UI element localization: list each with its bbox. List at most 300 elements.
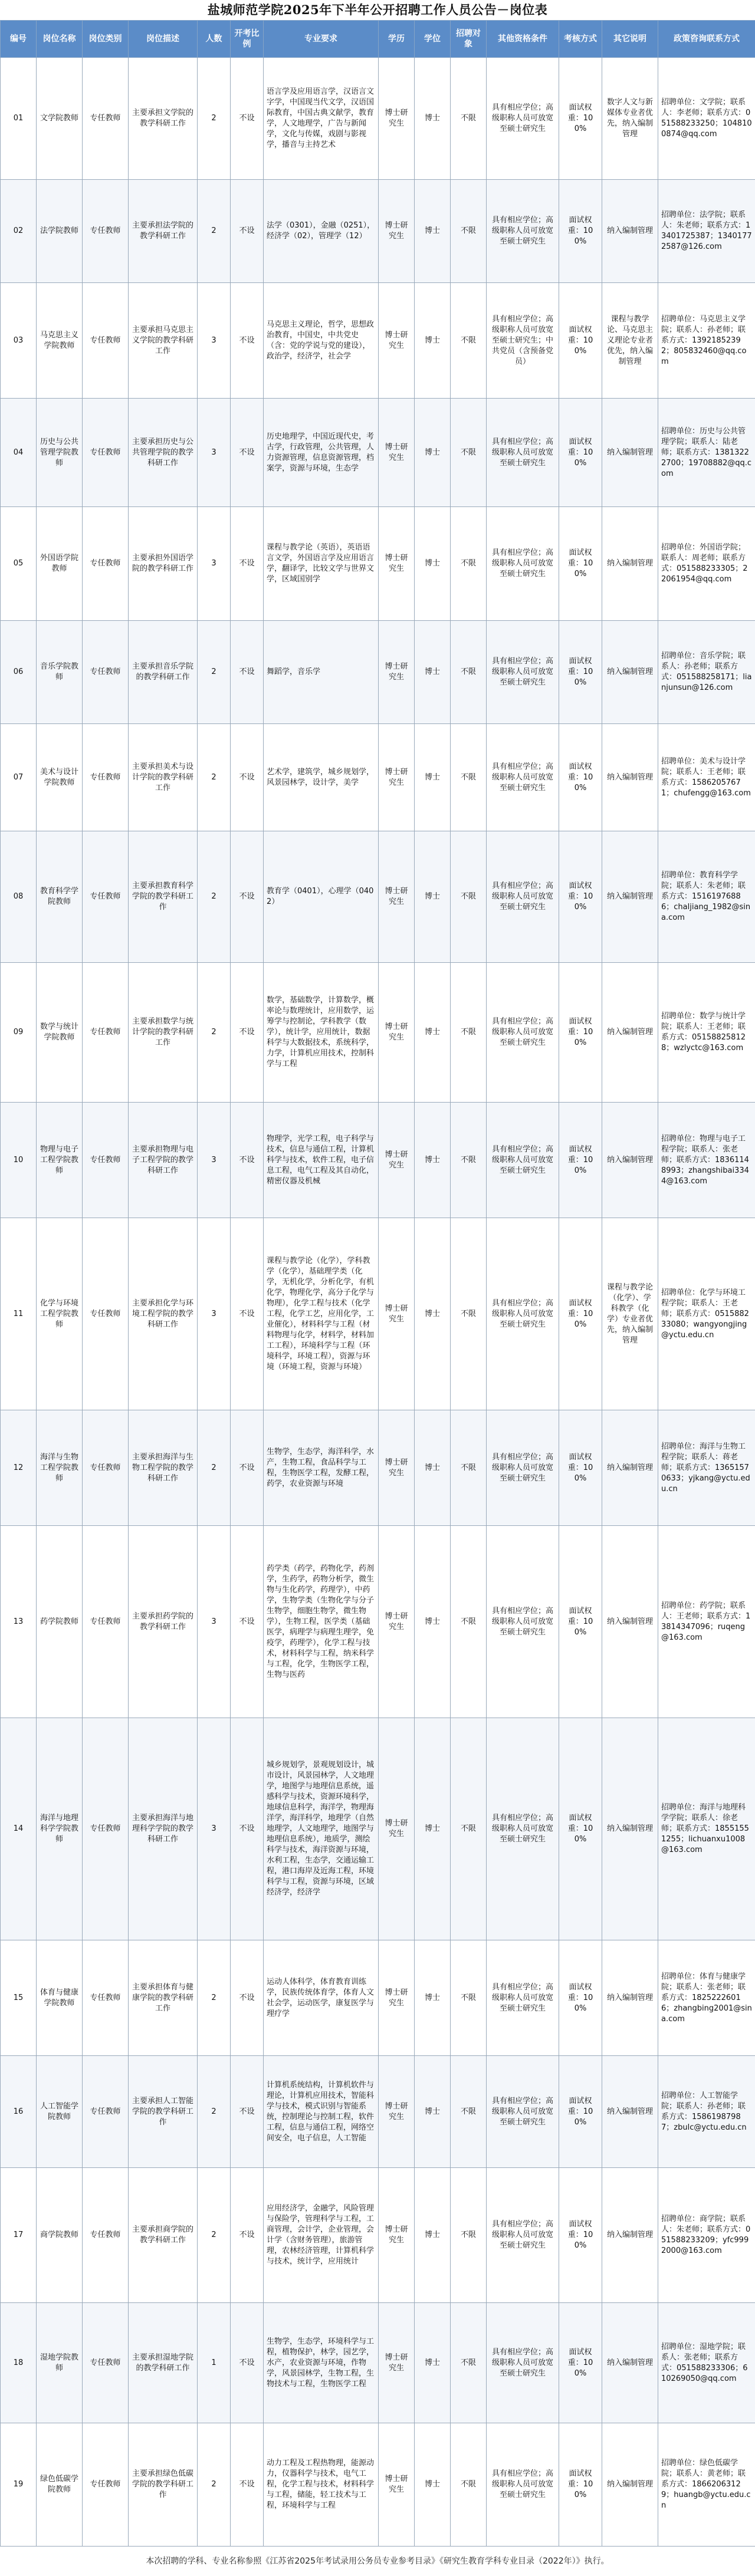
cell-description: 主要承担物理与电子工程学院的教学科研工作 [129,1103,198,1218]
cell-degree: 博士 [415,1103,451,1218]
cell-id: 11 [1,1218,37,1410]
cell-headcount: 2 [198,2423,231,2547]
cell-major-requirements: 舞蹈学，音乐学 [264,621,379,724]
cell-assessment-method: 面试权重：100% [559,507,602,621]
cell-major-requirements: 运动人体科学，体育教育训练学，民族传统体育学，体育人文社会学，运动医学，康复医学与理疗学 [264,1940,379,2056]
cell-degree: 博士 [415,1718,451,1940]
cell-headcount: 3 [198,1526,231,1718]
cell-description: 主要承担教育科学学院的教学科研工作 [129,831,198,963]
cell-education: 博士研究生 [379,2423,415,2547]
cell-position-name: 商学院教师 [37,2168,83,2303]
table-row [1,507,755,621]
cell-other-notes: 纳入编制管理 [602,2423,658,2547]
cell-id: 01 [1,58,37,180]
cell-position-name: 人工智能学院教师 [37,2056,83,2168]
column-header: 编号 [1,21,37,58]
cell-other-notes: 数字人文与新媒体专业者优先，纳入编制管理 [602,58,658,180]
cell-education: 博士研究生 [379,1103,415,1218]
cell-other-notes: 纳入编制管理 [602,2168,658,2303]
cell-description: 主要承担法学院的教学科研工作 [129,180,198,283]
cell-exam-ratio: 不设 [231,180,264,283]
cell-recruitment-target: 不限 [451,1526,487,1718]
cell-id: 09 [1,963,37,1103]
cell-major-requirements: 城乡规划学，景观规划设计，城市设计，风景园林学，人文地理学，地图学与地理信息系统，遥感科学与技术，资源环境科学，地球信息科学，海洋学，物理海洋学，海洋科学，地理学（自然地理学，人文地理学，地图学与地理信息系统），地质学，测绘科学与技术，海洋资源与环境，水利工程，生态学，交通运输工程，港口海岸及近海工程，环境科学与工程，资源与环境，区域经济学，经济学 [264,1718,379,1940]
cell-exam-ratio: 不设 [231,507,264,621]
cell-other-qualifications: 具有相应学位；高级职称人员可放宽至硕士研究生 [487,180,559,283]
cell-major-requirements: 法学（0301），金融（0251），经济学（02），管理学（12） [264,180,379,283]
cell-degree: 博士 [415,507,451,621]
cell-position-category: 专任教师 [83,399,129,507]
cell-assessment-method: 面试权重：100% [559,1103,602,1218]
cell-education: 博士研究生 [379,180,415,283]
cell-other-qualifications: 具有相应学位；高级职称人员可放宽至硕士研究生 [487,1218,559,1410]
cell-education: 博士研究生 [379,724,415,831]
cell-id: 04 [1,399,37,507]
table-row [1,2423,755,2547]
cell-contact: 招聘单位：药学院；联系人：王老师；联系方式：13814347096；ruqeng@163.com [658,1526,755,1718]
cell-recruitment-target: 不限 [451,963,487,1103]
cell-assessment-method: 面试权重：100% [559,1526,602,1718]
cell-other-notes: 纳入编制管理 [602,399,658,507]
cell-other-notes: 纳入编制管理 [602,507,658,621]
cell-recruitment-target: 不限 [451,2303,487,2423]
cell-recruitment-target: 不限 [451,1718,487,1940]
column-header: 其他资格条件 [487,21,559,58]
cell-contact: 招聘单位：海洋与生物工程学院；联系人：蒋老师；联系方式：13651570633；yjkang@yctu.edu.cn [658,1410,755,1526]
cell-education: 博士研究生 [379,963,415,1103]
cell-assessment-method: 面试权重：100% [559,724,602,831]
cell-other-notes: 纳入编制管理 [602,180,658,283]
cell-position-category: 专任教师 [83,1218,129,1410]
column-header: 学位 [415,21,451,58]
cell-other-qualifications: 具有相应学位；高级职称人员可放宽至硕士研究生 [487,621,559,724]
cell-degree: 博士 [415,831,451,963]
cell-degree: 博士 [415,724,451,831]
cell-position-category: 专任教师 [83,2168,129,2303]
cell-other-qualifications: 具有相应学位；高级职称人员可放宽至硕士研究生 [487,1526,559,1718]
cell-assessment-method: 面试权重：100% [559,1410,602,1526]
cell-exam-ratio: 不设 [231,724,264,831]
cell-exam-ratio: 不设 [231,1218,264,1410]
cell-description: 主要承担人工智能学院的教学科研工作 [129,2056,198,2168]
cell-id: 17 [1,2168,37,2303]
cell-id: 06 [1,621,37,724]
cell-description: 主要承担体育与健康学院的教学科研工作 [129,1940,198,2056]
cell-degree: 博士 [415,2056,451,2168]
cell-other-qualifications: 具有相应学位；高级职称人员可放宽至硕士研究生 [487,2168,559,2303]
cell-assessment-method: 面试权重：100% [559,963,602,1103]
cell-other-notes: 课程与教学论（化学）、学科教学（化学）专业者优先，纳入编制管理 [602,1218,658,1410]
cell-other-notes: 纳入编制管理 [602,963,658,1103]
cell-education: 博士研究生 [379,1940,415,2056]
cell-id: 10 [1,1103,37,1218]
cell-other-notes: 课程与教学论、马克思主义理论专业者优先，纳入编制管理 [602,283,658,399]
cell-headcount: 3 [198,507,231,621]
cell-exam-ratio: 不设 [231,2168,264,2303]
table-body [1,58,755,2547]
cell-other-qualifications: 具有相应学位；高级职称人员可放宽至硕士研究生 [487,2423,559,2547]
cell-assessment-method: 面试权重：100% [559,2303,602,2423]
cell-other-notes: 纳入编制管理 [602,1103,658,1218]
cell-education: 博士研究生 [379,58,415,180]
cell-assessment-method: 面试权重：100% [559,399,602,507]
cell-contact: 招聘单位：法学院；联系人：朱老师；联系方式：13401725387；13401772587@126.com [658,180,755,283]
cell-position-category: 专任教师 [83,724,129,831]
cell-other-qualifications: 具有相应学位；高级职称人员可放宽至硕士研究生 [487,724,559,831]
cell-degree: 博士 [415,2168,451,2303]
cell-other-notes: 纳入编制管理 [602,724,658,831]
cell-contact: 招聘单位：历史与公共管理学院；联系人：陆老师；联系方式：13813222700；19708882@qq.com [658,399,755,507]
cell-headcount: 3 [198,1218,231,1410]
column-header: 专业要求 [264,21,379,58]
column-header: 开考比例 [231,21,264,58]
cell-other-notes: 纳入编制管理 [602,831,658,963]
table-row [1,399,755,507]
cell-headcount: 2 [198,180,231,283]
cell-other-qualifications: 具有相应学位；高级职称人员可放宽至硕士研究生 [487,2303,559,2423]
cell-major-requirements: 历史地理学，中国近现代史，考古学，行政管理，公共管理，人力资源管理，信息资源管理，档案学，资源与环境，生态学 [264,399,379,507]
footer-note: 本次招聘的学科、专业名称参照《江苏省2025年考试录用公务员专业参考目录》《研究生教育学科专业目录（2022年）》执行。 [146,2557,609,2566]
cell-degree: 博士 [415,1410,451,1526]
cell-degree: 博士 [415,283,451,399]
table-row [1,180,755,283]
cell-headcount: 2 [198,1410,231,1526]
cell-exam-ratio: 不设 [231,2303,264,2423]
table-row [1,1526,755,1718]
cell-exam-ratio: 不设 [231,399,264,507]
cell-headcount: 2 [198,621,231,724]
cell-major-requirements: 应用经济学，金融学，风险管理与保险学，管理科学与工程，工商管理，会计学，企业管理，会计学（含财务管理），旅游管理，农林经济管理，计算机科学与技术，统计学，应用统计 [264,2168,379,2303]
cell-assessment-method: 面试权重：100% [559,1218,602,1410]
column-header: 岗位描述 [129,21,198,58]
column-header: 岗位类别 [83,21,129,58]
cell-recruitment-target: 不限 [451,724,487,831]
cell-position-name: 数学与统计学院教师 [37,963,83,1103]
cell-position-name: 药学院教师 [37,1526,83,1718]
table-row [1,963,755,1103]
cell-recruitment-target: 不限 [451,283,487,399]
cell-recruitment-target: 不限 [451,2168,487,2303]
table-row [1,621,755,724]
cell-education: 博士研究生 [379,831,415,963]
cell-position-name: 海洋与生物工程学院教师 [37,1410,83,1526]
table-row [1,2168,755,2303]
cell-other-notes: 纳入编制管理 [602,1940,658,2056]
cell-other-qualifications: 具有相应学位；高级职称人员可放宽至硕士研究生；中共党员（含预备党员） [487,283,559,399]
cell-exam-ratio: 不设 [231,2423,264,2547]
cell-id: 12 [1,1410,37,1526]
cell-exam-ratio: 不设 [231,1718,264,1940]
cell-major-requirements: 动力工程及工程热物理，能源动力，仪器科学与技术，电气工程，化学工程与技术，材料科学与工程，储能，轻工技术与工程，环境科学与工程 [264,2423,379,2547]
cell-other-qualifications: 具有相应学位；高级职称人员可放宽至硕士研究生 [487,58,559,180]
cell-id: 03 [1,283,37,399]
cell-headcount: 1 [198,2303,231,2423]
cell-assessment-method: 面试权重：100% [559,1718,602,1940]
cell-recruitment-target: 不限 [451,58,487,180]
cell-position-name: 外国语学院教师 [37,507,83,621]
cell-other-qualifications: 具有相应学位；高级职称人员可放宽至硕士研究生 [487,1940,559,2056]
cell-exam-ratio: 不设 [231,1103,264,1218]
cell-contact: 招聘单位：体育与健康学院；联系人：张老师；联系方式：18252226016；zhangbing2001@sina.com [658,1940,755,2056]
cell-position-name: 物理与电子工程学院教师 [37,1103,83,1218]
cell-exam-ratio: 不设 [231,1940,264,2056]
cell-exam-ratio: 不设 [231,283,264,399]
cell-position-name: 美术与设计学院教师 [37,724,83,831]
cell-id: 13 [1,1526,37,1718]
cell-assessment-method: 面试权重：100% [559,283,602,399]
cell-id: 14 [1,1718,37,1940]
cell-position-category: 专任教师 [83,1526,129,1718]
cell-description: 主要承担美术与设计学院的教学科研工作 [129,724,198,831]
cell-position-category: 专任教师 [83,58,129,180]
cell-headcount: 2 [198,2056,231,2168]
cell-contact: 招聘单位：文学院；联系人：李老师；联系方式：051588233250；1048100874@qq.com [658,58,755,180]
cell-contact: 招聘单位：商学院；联系人：朱老师；联系方式：051588233209；yfc9992000@163.com [658,2168,755,2303]
column-header: 其它说明 [602,21,658,58]
cell-degree: 博士 [415,399,451,507]
cell-recruitment-target: 不限 [451,1410,487,1526]
cell-assessment-method: 面试权重：100% [559,2168,602,2303]
cell-position-category: 专任教师 [83,621,129,724]
cell-recruitment-target: 不限 [451,1940,487,2056]
cell-recruitment-target: 不限 [451,507,487,621]
column-header: 考核方式 [559,21,602,58]
cell-major-requirements: 生物学，生态学，海洋科学，水产，生物工程，食品科学与工程，生物医学工程，发酵工程，药学，农业资源与环境 [264,1410,379,1526]
cell-major-requirements: 马克思主义理论，哲学，思想政治教育，中国史，中共党史（含：党的学说与党的建设），政治学，经济学，社会学 [264,283,379,399]
cell-education: 博士研究生 [379,507,415,621]
cell-degree: 博士 [415,58,451,180]
cell-contact: 招聘单位：海洋与地理科学学院；联系人：徐老师；联系方式：18551551255；lichuanxu1008@163.com [658,1718,755,1940]
cell-major-requirements: 艺术学，建筑学，城乡规划学，风景园林学，设计学，美学 [264,724,379,831]
cell-assessment-method: 面试权重：100% [559,180,602,283]
cell-other-qualifications: 具有相应学位；高级职称人员可放宽至硕士研究生 [487,831,559,963]
cell-other-qualifications: 具有相应学位；高级职称人员可放宽至硕士研究生 [487,963,559,1103]
page-title: 盐城师范学院2025年下半年公开招聘工作人员公告－岗位表 [207,2,548,17]
cell-degree: 博士 [415,180,451,283]
cell-education: 博士研究生 [379,2303,415,2423]
cell-position-category: 专任教师 [83,283,129,399]
cell-major-requirements: 教育学（0401），心理学（0402） [264,831,379,963]
cell-education: 博士研究生 [379,1526,415,1718]
cell-contact: 招聘单位：外国语学院；联系人：周老师；联系方式：051588233305；22061954@qq.com [658,507,755,621]
cell-degree: 博士 [415,2303,451,2423]
cell-other-qualifications: 具有相应学位；高级职称人员可放宽至硕士研究生 [487,1410,559,1526]
cell-exam-ratio: 不设 [231,831,264,963]
table-row [1,2056,755,2168]
cell-description: 主要承担湿地学院的教学科研工作 [129,2303,198,2423]
cell-id: 02 [1,180,37,283]
cell-headcount: 2 [198,2168,231,2303]
cell-headcount: 3 [198,283,231,399]
table-header-row [1,21,755,58]
cell-contact: 招聘单位：化学与环境工程学院；联系人：王老师；联系方式：051588233080；wangyongjing@yctu.edu.cn [658,1218,755,1410]
cell-education: 博士研究生 [379,2168,415,2303]
cell-recruitment-target: 不限 [451,2056,487,2168]
cell-description: 主要承担历史与公共管理学院的教学科研工作 [129,399,198,507]
cell-position-name: 海洋与地理科学学院教师 [37,1718,83,1940]
cell-major-requirements: 数学，基础数学，计算数学，概率论与数理统计，应用数学，运筹学与控制论，学科教学（数学），统计学，应用统计，数据科学与大数据技术，系统科学，力学，计算机应用技术，控制科学与工程 [264,963,379,1103]
cell-description: 主要承担外国语学院的教学科研工作 [129,507,198,621]
cell-headcount: 2 [198,1940,231,2056]
cell-description: 主要承担海洋与生物工程学院的教学科研工作 [129,1410,198,1526]
cell-exam-ratio: 不设 [231,963,264,1103]
table-row [1,1410,755,1526]
cell-headcount: 3 [198,1103,231,1218]
cell-other-notes: 纳入编制管理 [602,1718,658,1940]
cell-major-requirements: 课程与教学论（化学），学科教学（化学），基础理学类（化学，无机化学，分析化学，有机化学，物理化学，高分子化学与物理），化学工程与技术（化学工程，化学工艺，应用化学，工业催化），材料科学与工程（材料物理与化学，材料学，材料加工工程），环境科学与工程（环境科学，环境工程），资源与环境（环境工程，资源与环境） [264,1218,379,1410]
cell-id: 18 [1,2303,37,2423]
cell-assessment-method: 面试权重：100% [559,1940,602,2056]
cell-description: 主要承担马克思主义学院的教学科研工作 [129,283,198,399]
cell-assessment-method: 面试权重：100% [559,2423,602,2547]
cell-id: 05 [1,507,37,621]
cell-contact: 招聘单位：人工智能学院；联系人：孙老师；联系方式：15861987987；zbulc@yctu.edu.cn [658,2056,755,2168]
cell-degree: 博士 [415,621,451,724]
cell-position-name: 绿色低碳学院教师 [37,2423,83,2547]
cell-headcount: 2 [198,724,231,831]
cell-position-name: 马克思主义学院教师 [37,283,83,399]
cell-recruitment-target: 不限 [451,1103,487,1218]
cell-exam-ratio: 不设 [231,1410,264,1526]
cell-other-notes: 纳入编制管理 [602,621,658,724]
cell-exam-ratio: 不设 [231,2056,264,2168]
cell-assessment-method: 面试权重：100% [559,2056,602,2168]
table-row [1,1218,755,1410]
cell-position-name: 文学院教师 [37,58,83,180]
column-header: 岗位名称 [37,21,83,58]
positions-table [0,20,755,2547]
cell-position-category: 专任教师 [83,963,129,1103]
cell-position-name: 音乐学院教师 [37,621,83,724]
cell-position-category: 专任教师 [83,180,129,283]
cell-description: 主要承担数学与统计学院的教学科研工作 [129,963,198,1103]
cell-major-requirements: 课程与教学论（英语），英语语言文学，外国语言学及应用语言学，翻译学，比较文学与世界文学，区域国别学 [264,507,379,621]
cell-description: 主要承担海洋与地理科学学院的教学科研工作 [129,1718,198,1940]
cell-major-requirements: 计算机系统结构，计算机软件与理论，计算机应用技术，智能科学与技术，模式识别与智能系统，控制理论与控制工程，软件工程，信息与通信工程，网络空间安全，电子信息，人工智能 [264,2056,379,2168]
cell-position-name: 历史与公共管理学院教师 [37,399,83,507]
cell-major-requirements: 药学类（药学，药物化学，药剂学，生药学，药物分析学，微生物与生化药学，药理学），中药学，生物学类（生物化学与分子生物学，细胞生物学，微生物学），生物工程，医学类（基础医学，病理学与病理生理学，免疫学，药理学），化学工程与技术，材料科学与工程，纳米科学与工程，化学，生物医学工程，生物与医药 [264,1526,379,1718]
cell-assessment-method: 面试权重：100% [559,58,602,180]
cell-education: 博士研究生 [379,1218,415,1410]
cell-education: 博士研究生 [379,621,415,724]
cell-education: 博士研究生 [379,2056,415,2168]
cell-other-qualifications: 具有相应学位；高级职称人员可放宽至硕士研究生 [487,1103,559,1218]
cell-id: 08 [1,831,37,963]
cell-major-requirements: 语言学及应用语言学，汉语言文字学，中国现当代文学，汉语国际教育，中国古典文献学，教育学，人文地理学，广告与新闻学，文化与传媒，戏剧与影视学，播音与主持艺术 [264,58,379,180]
cell-position-category: 专任教师 [83,1940,129,2056]
table-row [1,831,755,963]
cell-degree: 博士 [415,1218,451,1410]
cell-contact: 招聘单位：绿色低碳学院；联系人：黄老师；联系方式：18662063129；huangb@yctu.edu.cn [658,2423,755,2547]
cell-other-qualifications: 具有相应学位；高级职称人员可放宽至硕士研究生 [487,1718,559,1940]
cell-position-name: 教育科学学院教师 [37,831,83,963]
cell-headcount: 3 [198,1718,231,1940]
cell-contact: 招聘单位：马克思主义学院；联系人：孙老师；联系方式：13921852392；805832460@qq.com [658,283,755,399]
cell-contact: 招聘单位：数学与统计学院；联系人：王老师；联系方式：051588258128；wzlyctc@163.com [658,963,755,1103]
cell-position-category: 专任教师 [83,2303,129,2423]
cell-degree: 博士 [415,1940,451,2056]
cell-contact: 招聘单位：物理与电子工程学院；联系人：张老师；联系方式：18361148993；zhangshibai3344@163.com [658,1103,755,1218]
cell-description: 主要承担药学院的教学科研工作 [129,1526,198,1718]
cell-description: 主要承担化学与环境工程学院的教学科研工作 [129,1218,198,1410]
cell-id: 15 [1,1940,37,2056]
cell-recruitment-target: 不限 [451,1218,487,1410]
column-header: 人数 [198,21,231,58]
cell-headcount: 2 [198,831,231,963]
table-row [1,1718,755,1940]
cell-position-category: 专任教师 [83,1103,129,1218]
table-row [1,58,755,180]
cell-degree: 博士 [415,1526,451,1718]
cell-id: 19 [1,2423,37,2547]
cell-position-category: 专任教师 [83,1410,129,1526]
cell-description: 主要承担音乐学院的教学科研工作 [129,621,198,724]
cell-description: 主要承担商学院的教学科研工作 [129,2168,198,2303]
cell-recruitment-target: 不限 [451,831,487,963]
cell-contact: 招聘单位：美术与设计学院；联系人：王老师；联系方式：15862057671；chufengg@163.com [658,724,755,831]
cell-other-qualifications: 具有相应学位；高级职称人员可放宽至硕士研究生 [487,507,559,621]
cell-education: 博士研究生 [379,1718,415,1940]
cell-position-category: 专任教师 [83,1718,129,1940]
cell-other-qualifications: 具有相应学位；高级职称人员可放宽至硕士研究生 [487,2056,559,2168]
cell-recruitment-target: 不限 [451,180,487,283]
cell-description: 主要承担文学院的教学科研工作 [129,58,198,180]
cell-education: 博士研究生 [379,399,415,507]
cell-major-requirements: 物理学，光学工程，电子科学与技术，信息与通信工程，计算机科学与技术，软件工程，电子信息工程，电气工程及其自动化，精密仪器及机械 [264,1103,379,1218]
cell-contact: 招聘单位：湿地学院；联系人：张老师；联系方式：051588233306；610269050@qq.com [658,2303,755,2423]
cell-exam-ratio: 不设 [231,58,264,180]
cell-position-category: 专任教师 [83,831,129,963]
cell-description: 主要承担绿色低碳学院的教学科研工作 [129,2423,198,2547]
table-row [1,283,755,399]
cell-assessment-method: 面试权重：100% [559,831,602,963]
cell-recruitment-target: 不限 [451,2423,487,2547]
cell-position-name: 体育与健康学院教师 [37,1940,83,2056]
cell-headcount: 2 [198,963,231,1103]
table-row [1,1103,755,1218]
cell-degree: 博士 [415,2423,451,2547]
cell-degree: 博士 [415,963,451,1103]
cell-other-notes: 纳入编制管理 [602,1410,658,1526]
column-header: 招聘对象 [451,21,487,58]
cell-other-qualifications: 具有相应学位；高级职称人员可放宽至硕士研究生 [487,399,559,507]
cell-position-name: 法学院教师 [37,180,83,283]
cell-other-notes: 纳入编制管理 [602,2303,658,2423]
cell-exam-ratio: 不设 [231,1526,264,1718]
cell-education: 博士研究生 [379,283,415,399]
cell-recruitment-target: 不限 [451,621,487,724]
table-row [1,2303,755,2423]
cell-exam-ratio: 不设 [231,621,264,724]
cell-position-category: 专任教师 [83,2423,129,2547]
cell-position-name: 化学与环境工程学院教师 [37,1218,83,1410]
cell-headcount: 3 [198,399,231,507]
cell-other-notes: 纳入编制管理 [602,1526,658,1718]
column-header: 学历 [379,21,415,58]
cell-id: 07 [1,724,37,831]
cell-recruitment-target: 不限 [451,399,487,507]
cell-other-notes: 纳入编制管理 [602,2056,658,2168]
cell-headcount: 2 [198,58,231,180]
cell-id: 16 [1,2056,37,2168]
cell-assessment-method: 面试权重：100% [559,621,602,724]
cell-position-category: 专任教师 [83,2056,129,2168]
cell-contact: 招聘单位：教育科学学院；联系人：朱老师；联系方式：15161976886；chaljiang_1982@sina.com [658,831,755,963]
cell-position-name: 湿地学院教师 [37,2303,83,2423]
table-row [1,1940,755,2056]
column-header: 政策咨询联系方式 [658,21,755,58]
cell-major-requirements: 生物学，生态学，环境科学与工程，植物保护，林学，园艺学，水产，农业资源与环境，作物学，风景园林学，生物工程，生物技术与工程，生物医学工程 [264,2303,379,2423]
